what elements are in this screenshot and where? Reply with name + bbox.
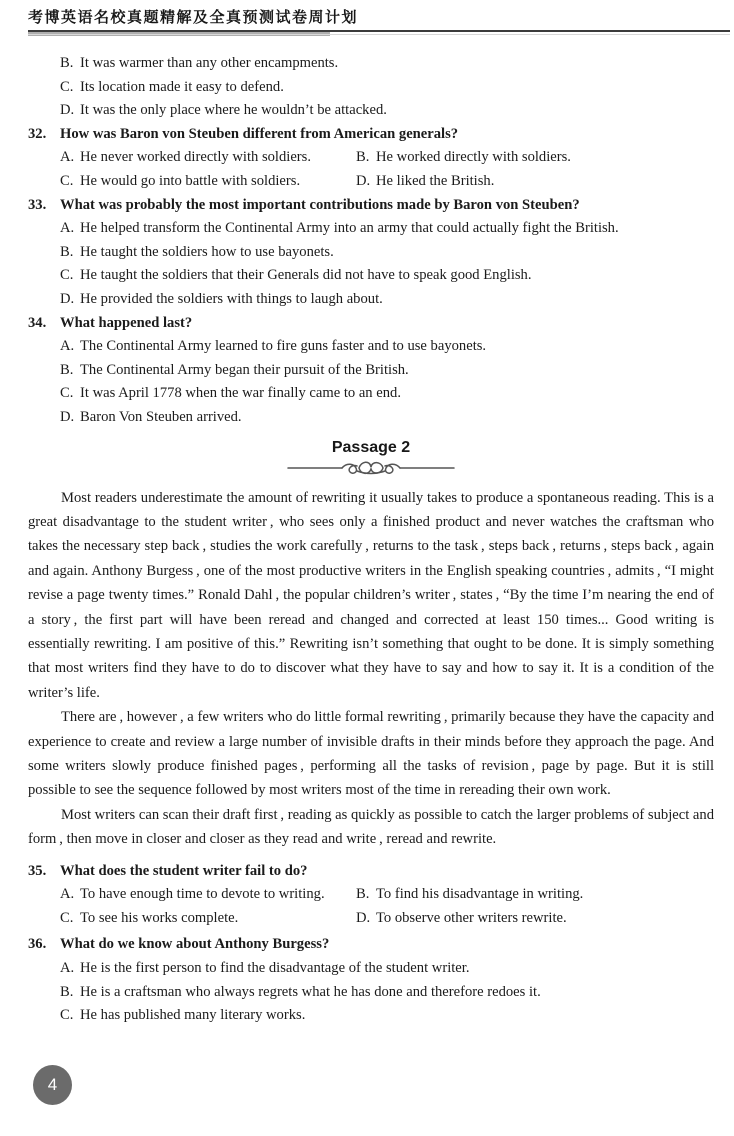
header-rule — [28, 30, 730, 39]
passage-paragraph: There are , however , a few writers who do little formal rewriting , primarily because they have the capacity and experience to create and review a large number of invisible drafts in their minds before they approach the page. And some writers slowly produce finished pages , performing all the tasks of revision , page by page. But it is still possible to see the sequence followed by most writers most of the time in rereading their own work. — [28, 709, 714, 799]
question-stem: What happened last? — [60, 314, 193, 331]
question-stem: What does the student writer fail to do? — [60, 862, 308, 879]
option-label: A. — [60, 959, 75, 976]
passage-paragraph: Most writers can scan their draft first , reading as quickly as possible to catch the larger problems of subject and form , then move in closer and closer as they read and write , reread and rewrite. — [28, 806, 714, 848]
question-stem-line — [28, 860, 714, 884]
option-label: D. — [60, 408, 75, 425]
option-text: He is the first person to find the disadvantage of the student writer. — [80, 959, 470, 976]
page-header — [0, 0, 734, 39]
scroll-ornament-icon — [286, 458, 456, 478]
option-text: Baron Von Steuben arrived. — [80, 408, 242, 425]
option-line — [60, 99, 714, 123]
option-label: C. — [60, 385, 74, 402]
option-line — [356, 907, 714, 931]
book-title: 考博英语名校真题精解及全真预测试卷周计划 — [28, 9, 359, 26]
option-label: A. — [60, 149, 75, 166]
option-label: C. — [60, 1007, 74, 1024]
question-number: 35. — [28, 862, 47, 879]
passage-header — [28, 437, 714, 478]
option-line — [356, 883, 714, 907]
option-text: He would go into battle with soldiers. — [80, 172, 301, 189]
question-number: 33. — [28, 196, 47, 213]
option-line — [60, 264, 714, 288]
option-text: He taught the soldiers how to use bayonets. — [80, 243, 334, 260]
option-text: It was the only place where he wouldn’t be attacked. — [80, 102, 387, 119]
option-line — [60, 217, 714, 241]
option-line — [60, 957, 714, 981]
option-line — [60, 76, 714, 100]
option-text: He taught the soldiers that their Generals did not have to speak good English. — [80, 267, 532, 284]
option-label: A. — [60, 338, 75, 355]
question-36 — [28, 933, 714, 1027]
option-line — [60, 907, 356, 931]
question-35-options — [60, 883, 714, 930]
option-text: To see his works complete. — [80, 909, 239, 926]
question-number: 34. — [28, 314, 47, 331]
exam-content — [0, 39, 734, 1028]
option-text: He liked the British. — [376, 172, 495, 189]
question-36-options — [60, 957, 714, 1028]
option-text: To have enough time to devote to writing. — [80, 886, 325, 903]
question-number: 36. — [28, 936, 47, 953]
option-label: A. — [60, 886, 75, 903]
option-line — [60, 883, 356, 907]
passage-paragraph: Most readers underestimate the amount of rewriting it usually takes to produce a spontaneous reading. This is a great disadvantage to the student writer , who sees only a finished product and never watches the craftsman who takes the necessary step back , studies the work carefully , returns to the task , steps back , returns , steps back , again and again. Anthony Burgess , one of the most productive writers in the English speaking countries , admits , “I might revise a page twenty times.” Ronald Dahl , the popular children’s writer , states , “By the time I’m nearing the end of a story , the first part will have been reread and changed and corrected at least 150 times... Good writing is essentially rewriting. I am positive of this.” Rewriting isn’t something that ought to be done. It is simply something that most writers find they have to do to discover what they have to say and how to say it. It is a condition of the writer’s life. — [28, 489, 714, 701]
option-label: D. — [356, 909, 371, 926]
option-label: C. — [60, 78, 74, 95]
option-label: A. — [60, 220, 75, 237]
option-text: He never worked directly with soldiers. — [80, 149, 311, 166]
option-line — [60, 406, 714, 430]
option-text: The Continental Army began their pursuit of the British. — [80, 361, 409, 378]
option-label: D. — [356, 172, 371, 189]
question-32 — [28, 123, 714, 194]
question-34-options — [60, 335, 714, 429]
option-line — [356, 146, 714, 170]
option-text: Its location made it easy to defend. — [80, 78, 284, 95]
option-text: He helped transform the Continental Army into an army that could actually fight the British. — [80, 220, 619, 237]
option-text: It was April 1778 when the war finally came to an end. — [80, 385, 401, 402]
option-label: B. — [356, 149, 370, 166]
question-32-options — [60, 146, 714, 193]
question-stem: What do we know about Anthony Burgess? — [60, 936, 330, 953]
question-34 — [28, 312, 714, 430]
option-text: He worked directly with soldiers. — [376, 149, 571, 166]
option-line — [60, 146, 356, 170]
question-stem: How was Baron von Steuben different from American generals? — [60, 125, 459, 142]
option-line — [60, 335, 714, 359]
passage-title: Passage 2 — [331, 438, 411, 456]
question-stem-line — [28, 123, 714, 147]
option-label: B. — [60, 983, 74, 1000]
option-label: C. — [60, 909, 74, 926]
option-line — [60, 241, 714, 265]
question-31-options — [60, 52, 714, 123]
question-stem-line — [28, 312, 714, 336]
option-label: B. — [60, 243, 74, 260]
option-label: D. — [60, 290, 75, 307]
option-text: It was warmer than any other encampments. — [80, 55, 339, 71]
option-label: B. — [60, 361, 74, 378]
question-stem-line — [28, 933, 714, 957]
option-line — [60, 382, 714, 406]
question-33 — [28, 194, 714, 312]
question-stem-line — [28, 194, 714, 218]
question-stem: What was probably the most important contributions made by Baron von Steuben? — [60, 196, 580, 213]
page-number-badge: 4 — [33, 1065, 72, 1105]
option-text: To find his disadvantage in writing. — [376, 886, 584, 903]
option-label: C. — [60, 172, 74, 189]
option-text: The Continental Army learned to fire guns faster and to use bayonets. — [80, 338, 487, 355]
option-line — [60, 359, 714, 383]
header-rule-accent — [28, 32, 330, 36]
option-label: D. — [60, 102, 75, 119]
option-line — [60, 288, 714, 312]
option-label: B. — [356, 886, 370, 903]
option-text: He has published many literary works. — [80, 1007, 306, 1024]
option-line — [60, 1004, 714, 1028]
option-text: He provided the soldiers with things to laugh about. — [80, 290, 383, 307]
option-line — [60, 981, 714, 1005]
question-number: 32. — [28, 125, 47, 142]
question-33-options — [60, 217, 714, 311]
question-35 — [28, 860, 714, 931]
option-line — [356, 170, 714, 194]
option-text: He is a craftsman who always regrets what he has done and therefore redoes it. — [80, 983, 541, 1000]
option-text: To observe other writers rewrite. — [376, 909, 567, 926]
option-label: B. — [60, 55, 74, 71]
option-label: C. — [60, 267, 74, 284]
option-line — [60, 52, 714, 76]
option-line — [60, 170, 356, 194]
